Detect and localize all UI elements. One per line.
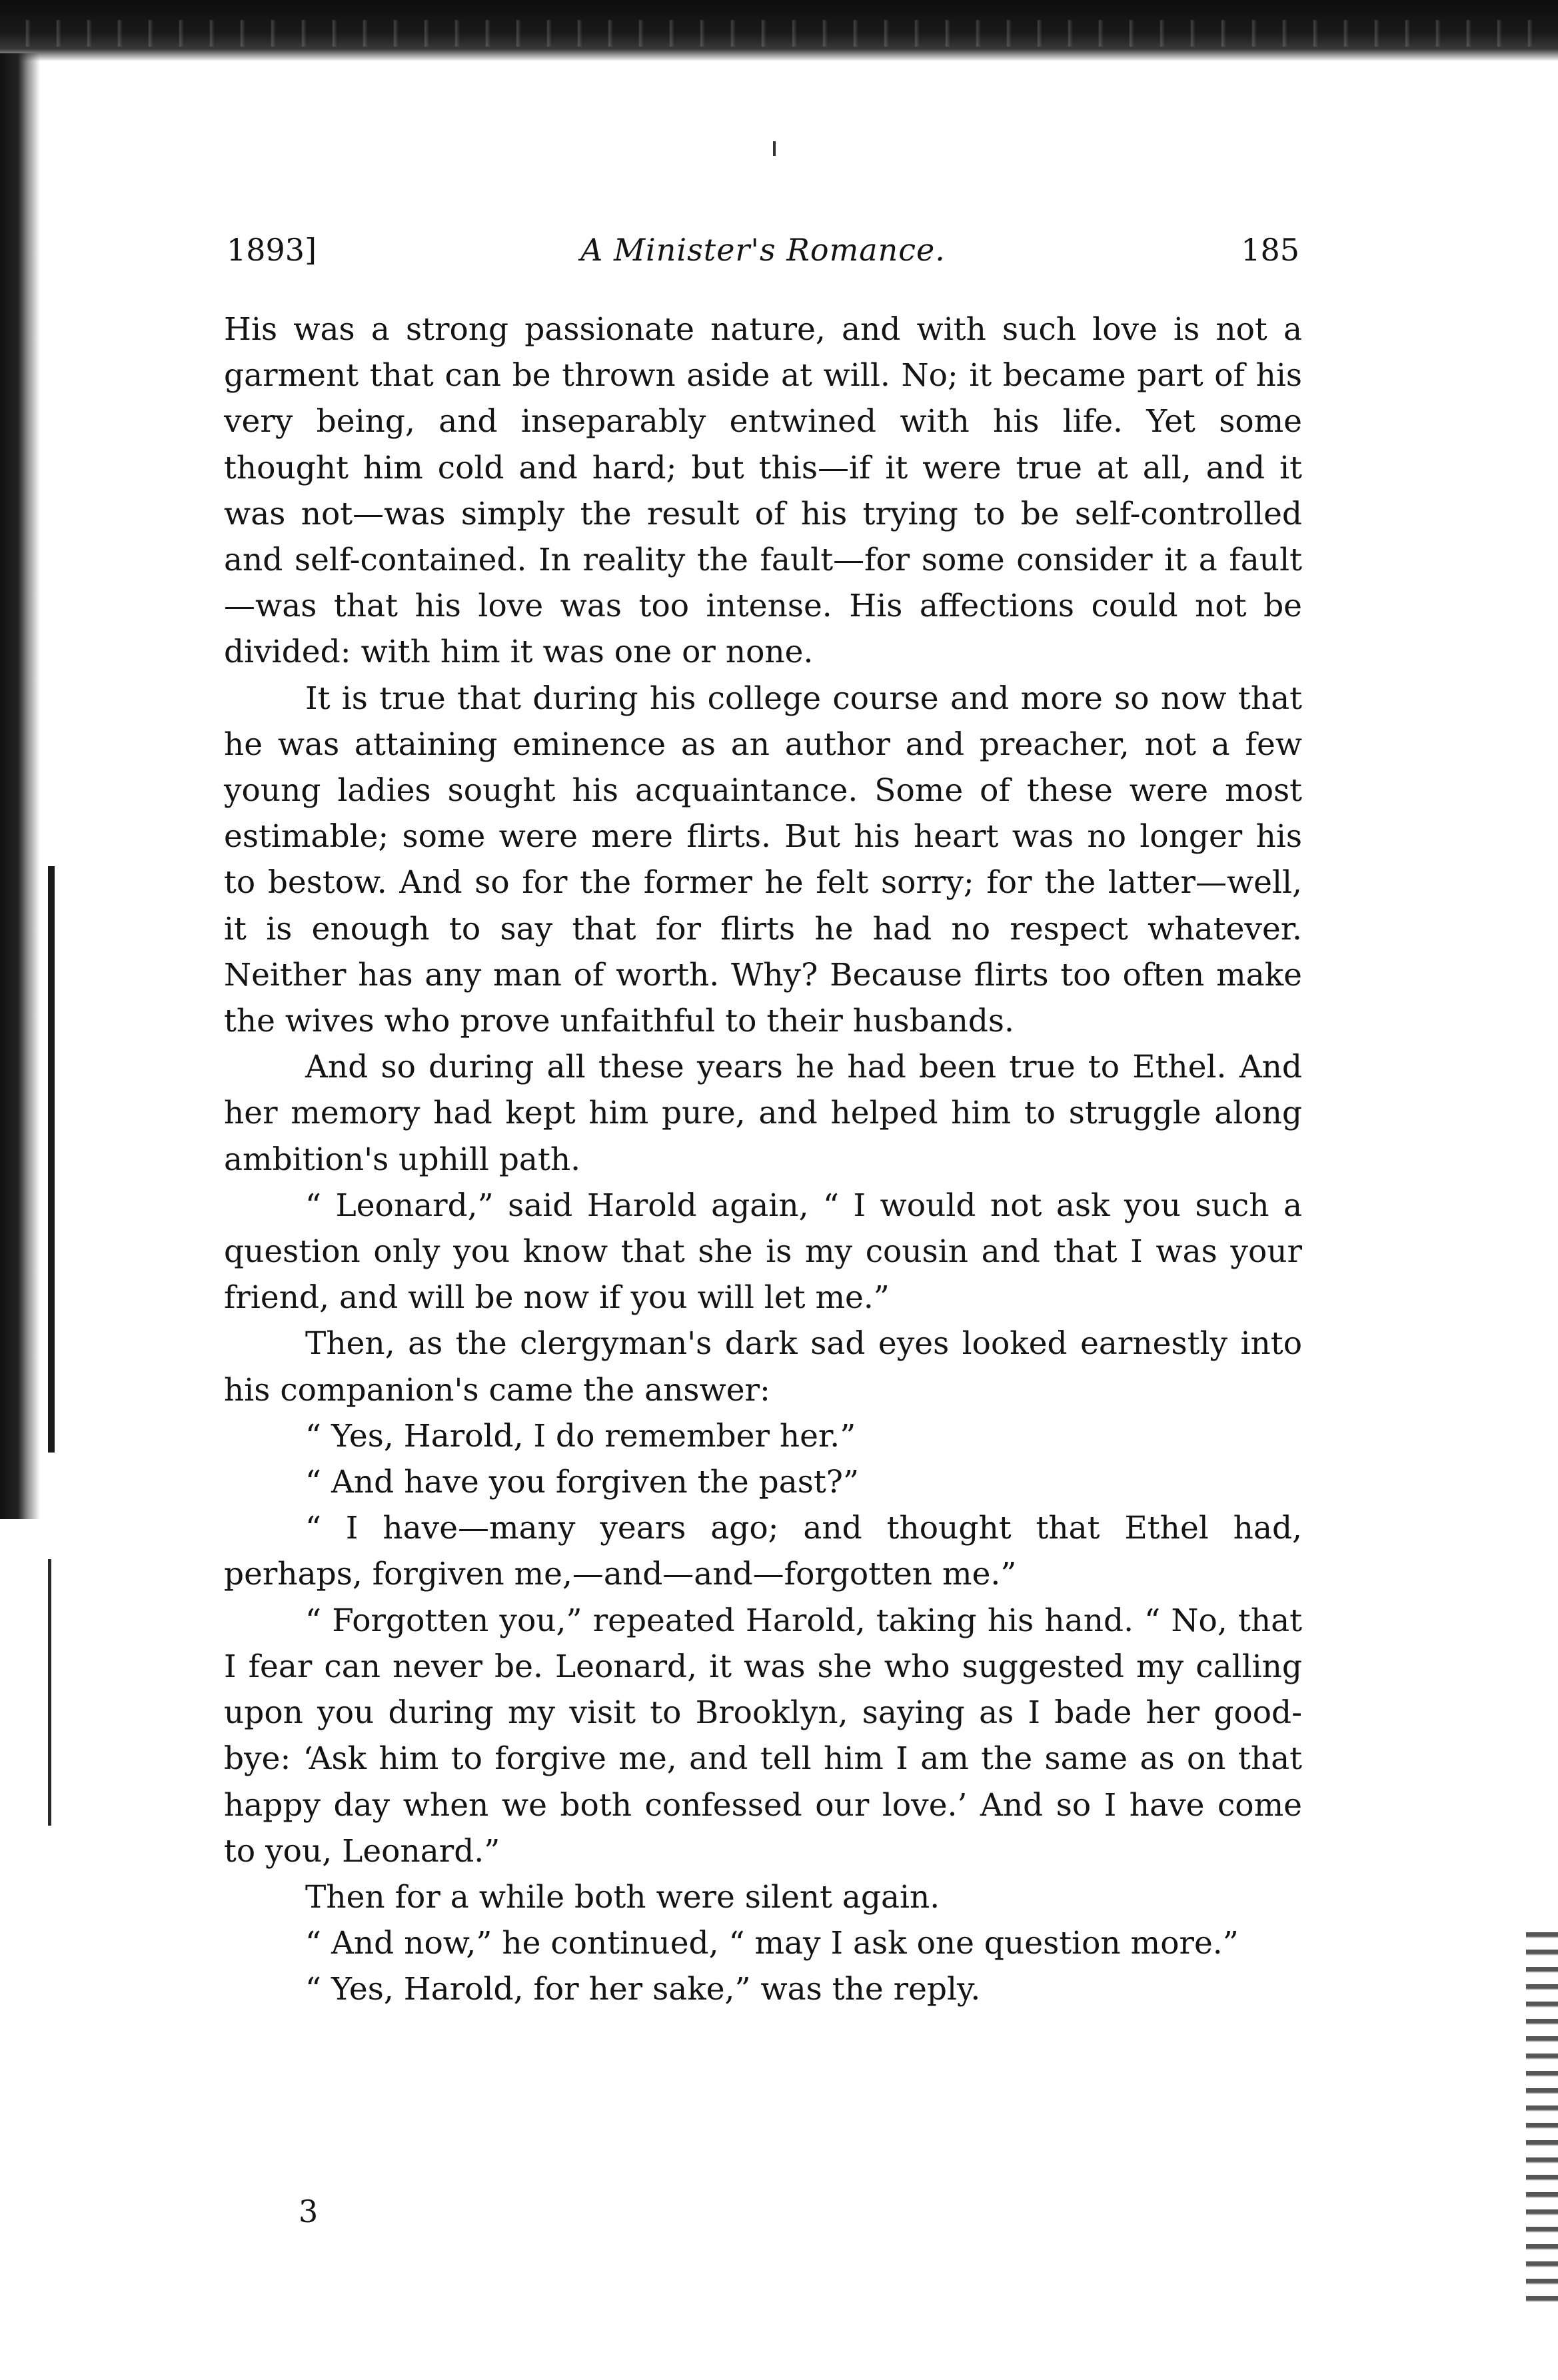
scan-left-edge-shadow	[0, 53, 40, 1519]
paragraph: “ Yes, Harold, I do remember her.”	[305, 1417, 856, 1455]
header-running-title: A Minister's Romance.	[580, 232, 946, 268]
paragraph: “ Forgotten you,” repeated Harold, taking his hand. “ No, that I fear can never be. Leonard, it was she who suggested my calling upon you during my visit to Brooklyn, saying as I bade her good-bye: ‘Ask him to forgive me, and tell him I am the same as on that happy day when we both confessed our love.’ And so I have come to you, Leonard.”	[224, 1602, 1302, 1870]
scan-stray-mark	[773, 141, 776, 156]
signature-mark: 3	[299, 2193, 319, 2229]
scan-top-shadow	[0, 0, 1558, 61]
scan-right-edge-speckle	[1526, 1932, 1558, 2305]
paragraph: It is true that during his college course and more so now that he was attaining eminence as an author and preacher, not a few young ladies sought his acquaintance. Some of these were most estimable; some were mere flirts. But his heart was no longer his to bestow. And so for the former he felt sorry; for the latter—well, it is enough to say that for flirts he had no respect whatever. Neither has any man of worth. Why? Because flirts too often make the wives who prove unfaithful to their husbands.	[224, 680, 1302, 1040]
header-page-number: 185	[1241, 232, 1299, 268]
scan-left-binding-mark-lower	[48, 1559, 51, 1826]
paragraph: “ Leonard,” said Harold again, “ I would not ask you such a question only you know that she is my cousin and that I was your friend, and will be now if you will let me.”	[224, 1187, 1302, 1317]
paragraph: “ And have you forgiven the past?”	[305, 1464, 859, 1501]
running-header	[227, 227, 1299, 273]
paragraph: Then for a while both were silent again.	[305, 1878, 940, 1916]
body-text	[224, 306, 1302, 2013]
header-year: 1893]	[227, 232, 317, 268]
paragraph: His was a strong passionate nature, and with such love is not a garment that can be thrown aside at will. No; it became part of his very being, and inseparably entwined with his life. Yet some thought him cold and hard; but this—if it were true at all, and it was not—was simply the result of his trying to be self-controlled and self-contained. In reality the fault—for some consider it a fault—was that his love was too intense. His affections could not be divided: with him it was one or none.	[224, 311, 1302, 671]
paragraph: “ And now,” he continued, “ may I ask one question more.”	[305, 1925, 1239, 1962]
paragraph: Then, as the clergyman's dark sad eyes looked earnestly into his companion's came the answer:	[224, 1325, 1302, 1409]
paragraph: “ I have—many years ago; and thought that Ethel had, perhaps, forgiven me,—and—and—forgotten me.”	[224, 1510, 1302, 1593]
paragraph: “ Yes, Harold, for her sake,” was the reply.	[305, 1971, 981, 2008]
scan-left-binding-mark	[48, 866, 55, 1453]
paragraph: And so during all these years he had been true to Ethel. And her memory had kept him pure, and helped him to struggle along ambition's uphill path.	[224, 1049, 1302, 1178]
